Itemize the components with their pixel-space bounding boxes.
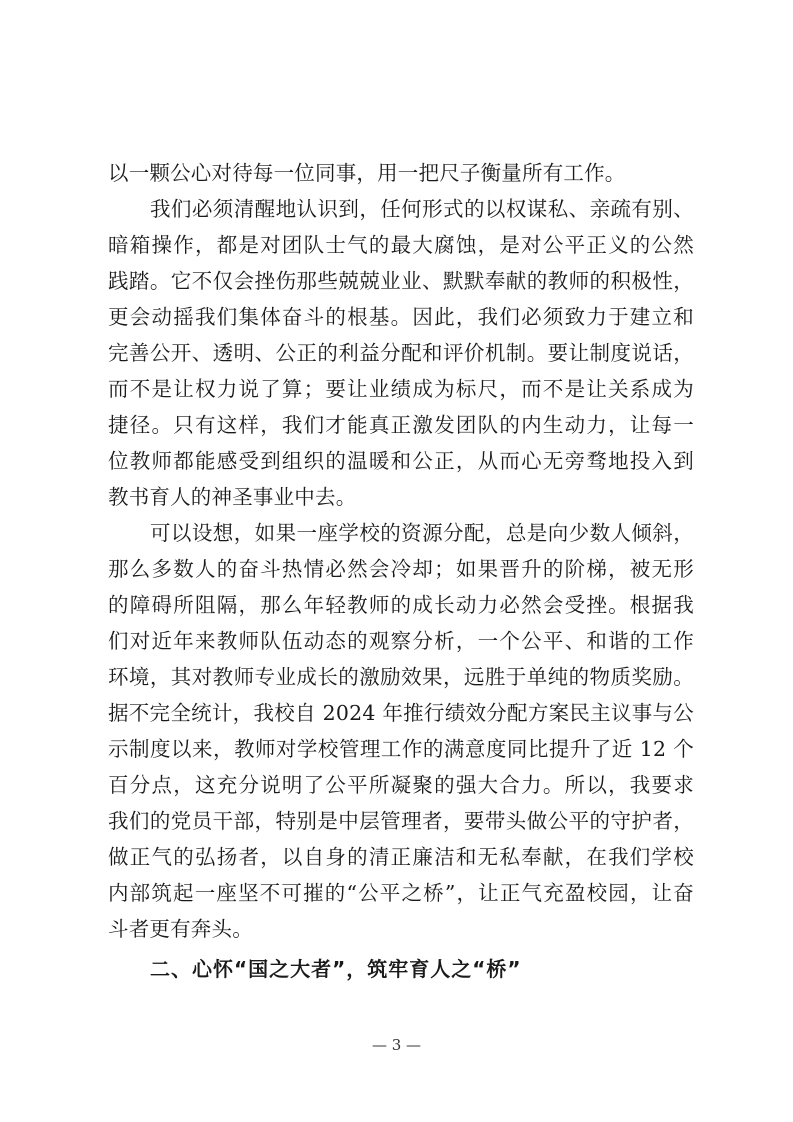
paragraph-line: 践踏。它不仅会挫伤那些兢兢业业、默默奉献的教师的积极性，	[108, 269, 694, 293]
paragraph-line: 斗者更有奔头。	[108, 917, 253, 941]
paragraph-line: 完善公开、透明、公正的利益分配和评价机制。要让制度说话，	[108, 341, 694, 365]
paragraph-line: 更会动摇我们集体奋斗的根基。因此，我们必须致力于建立和	[108, 305, 694, 329]
paragraph-line: 示制度以来，教师对学校管理工作的满意度同比提升了近 12 个	[108, 737, 694, 761]
paragraph-line: 以一颗公心对待每一位同事，用一把尺子衡量所有工作。	[108, 161, 626, 185]
paragraph-line: 捷径。只有这样，我们才能真正激发团队的内生动力，让每一	[108, 413, 694, 437]
paragraph-line: 位教师都能感受到组织的温暖和公正，从而心无旁骛地投入到	[108, 449, 694, 473]
paragraph-3	[108, 515, 694, 947]
paragraph-line: 百分点，这充分说明了公平所凝聚的强大合力。所以，我要求	[108, 773, 694, 797]
section-heading: 二、心怀“国之大者”，筑牢育人之“桥”	[150, 957, 522, 981]
paragraph-line: 可以设想，如果一座学校的资源分配，总是向少数人倾斜，	[150, 521, 694, 545]
paragraph-line: 内部筑起一座坚不可摧的“公平之桥”，让正气充盈校园，让奋	[108, 881, 694, 905]
paragraph-line: 的障碍所阻隔，那么年轻教师的成长动力必然会受挫。根据我	[108, 593, 694, 617]
paragraph-line: 们对近年来教师队伍动态的观察分析，一个公平、和谐的工作	[108, 629, 694, 653]
paragraph-1	[108, 155, 694, 191]
paragraph-line: 我们必须清醒地认识到，任何形式的以权谋私、亲疏有别、	[150, 197, 694, 221]
paragraph-line: 暗箱操作，都是对团队士气的最大腐蚀，是对公平正义的公然	[108, 233, 694, 257]
paragraph-line: 教书育人的神圣事业中去。	[108, 485, 357, 509]
paragraph-line: 据不完全统计，我校自 2024 年推行绩效分配方案民主议事与公	[108, 701, 694, 725]
paragraph-line: 而不是让权力说了算；要让业绩成为标尺，而不是让关系成为	[108, 377, 694, 401]
paragraph-line: 环境，其对教师专业成长的激励效果，远胜于单纯的物质奖励。	[108, 665, 694, 689]
paragraph-line: 那么多数人的奋斗热情必然会冷却；如果晋升的阶梯，被无形	[108, 557, 694, 581]
document-body	[108, 155, 694, 987]
paragraph-line: 做正气的弘扬者，以自身的清正廉洁和无私奉献，在我们学校	[108, 845, 694, 869]
paragraph-2	[108, 191, 694, 515]
page-number: — 3 —	[371, 1036, 422, 1054]
paragraph-line: 我们的党员干部，特别是中层管理者，要带头做公平的守护者，	[108, 809, 694, 833]
